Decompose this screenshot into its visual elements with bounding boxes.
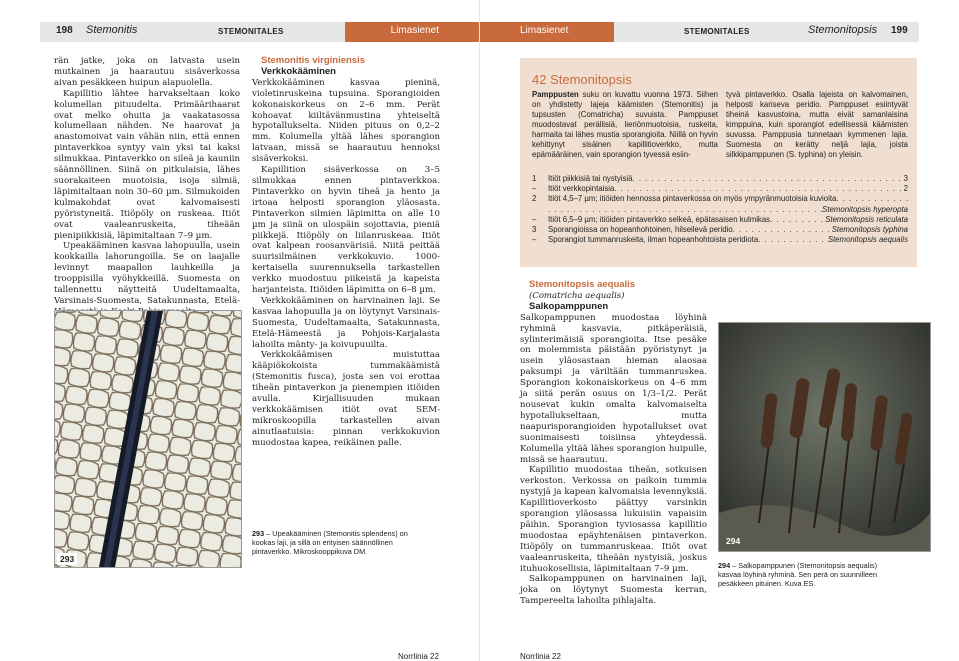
key-text: Itiöt verkkopintaisia (548, 184, 615, 194)
figure-293-micrograph (54, 310, 242, 568)
paragraph: Upeakääminen kasvaa lahopuulla, usein kookkailla lahorungoilla. Se on laajalle levinnyt maapallon lauhkeilla ja trooppisilla vyöhykkeillä. Suomesta on tallennettu näytteitä Uudeltamaalta, Varsinais-Suomesta, Satakunnasta, Etelä- (54, 241, 240, 306)
species-common-name: Salkopamppunen (529, 300, 609, 312)
key-dots (633, 174, 904, 184)
sporangia-photo (719, 323, 930, 551)
paragraph: rän jatke, joka on latvasta usein mutkainen ja haarautuu sisäverkossa aivan pesäkkeen huipun alapuolella. (54, 56, 240, 88)
key-row (532, 174, 908, 184)
right-column-1 (520, 280, 707, 607)
key-dots (836, 194, 908, 204)
paragraph: Verkkokäämisen muistuttaa kääpiökokoista tummakäämistä (Stemonitis fusca), josta sen voi erottaa tiheän pintaverkon ja pienempien itiöiden avulla. Kirjallisuuden mukaan verkkokäämisen itiöt ovat SEM-mikroskoopilla tarkastellen aivan ainutlaatuisia: pinnan verkkokuvion muodostaa kapea, reikäinen palle. (252, 350, 440, 448)
paragraph: Salkopamppunen on harvinainen laji, joka on löytynyt Suomesta kerran, Tampereelta lahoilta pihlajalta. (520, 574, 707, 607)
caption-number: 294 (718, 561, 731, 570)
caption-text: – Salkopamppunen (Stemonitopsis aequalis) kasvaa löyhinä ryhminä. Sen perä on suunnilleen pesäkkeen pituinen. Kuva ES. (718, 561, 878, 588)
left-chapter-label: Limasienet (390, 25, 439, 36)
key-number (532, 205, 548, 215)
key-number: 1 (532, 174, 537, 183)
paragraph: Verkkokääminen kasvaa pieninä, violetinruskeina tupsuina. Sporangioiden kokonaiskorkeus on 2–6 mm. Perät kohoavat kiiltävänmustina yhteiseltä hypotallukselta. Niiden pituus on 0,2–2 mm. Kolumella yltää lähes sporangion latvaan, missä se haarautuu hennoksi sisäverkoksi. (252, 77, 440, 165)
right-page (480, 0, 959, 661)
key-dots (733, 225, 832, 235)
figure-294-caption (718, 562, 888, 588)
figure-number: 294 (726, 536, 741, 546)
left-page-number: 198 (56, 25, 73, 36)
key-number: – (532, 184, 537, 194)
genus-intro-bold: Pamppusten (532, 90, 579, 99)
key-row (532, 205, 908, 215)
left-page (0, 0, 479, 661)
left-column-2 (252, 56, 440, 449)
left-running-title: Stemonitis (86, 24, 138, 36)
key-number: 3 (532, 225, 537, 235)
key-text: Sporangioissa on hopeanhohtoinen, hilseilevä peridio (548, 225, 733, 235)
paragraph: Verkkokääminen on harvinainen laji. Se kasvaa lahopuulla ja on löytynyt Varsinais-Suomesta, Uudeltamaalta, Satakunnasta, Etelä-Hämeestä ja Pohjois-Karjalasta lahoilta mänty- ja koivupuuilta. (252, 295, 440, 350)
key-result: Stemonitopsis reticulata (825, 214, 908, 224)
right-running-title: Stemonitopsis (808, 24, 878, 36)
key-dots (758, 235, 828, 245)
genus-intro-text: suku on kuvattu vuonna 1973. Siihen on yhdistetty lajeja käämisten (Stemonitis) ja tupsusten (Comatricha) suvuista. Pamppuset muodostavat perällisiä, lieriönmuotoisia, ruskeita, harmaita tai lähes mustia sporangioita. Niillä on hyvin kehittynyt sisäinen kapillitioverkko, mutta epämääräinen, vain sporangion tyvessä esiin- (532, 90, 718, 159)
species-heading: Stemonitopsis aequalis (529, 279, 636, 290)
paragraph: Kapillitio muodostaa tiheän, sotkuisen verkoston. Verkossa on paikoin tummia nystyjä ja kapean kalvomaisia levennyksiä. Kapillitioverkosto päättyy varsinkin sporangion yläosassa lukuisiin vapaisiin päihin. Sporangion tyviosassa kapillitio muodostaa epäyhtenäisen pintaverkon. Itiöpöly on tummanruskeaa. Itiöt ovat vaaleanruskeita, tiheään nystyisiä, joskus ituhuokosellisia, läpimitaltaan 7–9 µm. (520, 465, 707, 574)
key-number: 2 (532, 194, 537, 204)
key-row (532, 235, 908, 245)
genus-intro-right: tyvä pintaverkko. Osalla lajeista on kalvomainen, helposti kariseva peridio. Pamppuset esiintyvät tiheinä kasvustoina, mutta eivät samanlaisina kimppuina, kuin sporangiot edellisessä käämisten suvussa. Pamppusia tunnetaan kymmenen lajia. Suomesta on kerätty neljä lajia, joista silkkipamppunen (S. typhina) on yleisin. (726, 90, 908, 159)
paragraph: Kapillitio lähtee harvakseltaan koko kolumellan pituudelta. Primäärihaarat ovat melko ohuita ja vaakatasossa kolumellaan nähden. Ne haarovat ja anastomoivat vain vähän niin, että ennen pintaverkkoa syntyy vain yksi tai kaksi silmukkaa. Pintaverkko on sileä ja kauniin säännöllinen. Siinä on pitkulaisia, lähes suorakaiteen muotoisia, isoja silmiä, läpimitaltaan noin 30–60 µm. Silmukoiden kulmakohdat ovat kalvomaisesti pyöristyneitä. Itiöpöly on ruskeaa. Itiöt ovat vaaleanruskeita, tiheään pienipiikkisiä, läpimitaltaan 7–9 µm. (54, 88, 240, 241)
species-common-name: Verkkokääminen (261, 65, 336, 77)
left-column-1 (54, 56, 240, 318)
key-text: Itiöt 4,5–7 µm; itiöiden hennossa pintaverkossa on myös ympyränmuotoisia kuvioita (548, 194, 837, 204)
genus-info-box (520, 58, 917, 267)
figure-294-photo (718, 322, 931, 552)
figure-293-caption (252, 530, 412, 556)
key-result: Stemonitopsis typhina (831, 225, 908, 235)
right-chapter-label: Limasienet (520, 25, 569, 36)
figure-number: 293 (57, 553, 77, 565)
left-footer: Norrlinia 22 (398, 652, 439, 661)
genus-intro-left (532, 90, 718, 160)
key-number: – (532, 235, 537, 245)
key-result: Stemonitopsis hyperopta (822, 204, 908, 214)
paragraph: Salkopamppunen muodostaa löyhinä ryhminä kasvavia, pitkäperäisiä, sylinterimäisiä sporangioita. Itse pesäke on molemmista päistään pyöristynyt ja usein yläosastaan hieman alaosaa paksumpi ja väriltään tummanruskea. Sporangion kokonaiskorkeus on 4–6 mm ja siitä perän osuus on 1/3–1/2. Perät nousevat kukin omalta kalvomaiselta hypotallukseltaan, mutta naapurisporangioiden hypotallukset ovat suonimaisesti toisiinsa yhteydessä. Kolumella yltää lähes sporangion huipulle, missä se haarautuu. (520, 312, 707, 465)
key-dots (770, 215, 825, 225)
key-text: Sporangiot tummanruskeita, ilman hopeanhohtoista peridiota (548, 235, 759, 245)
paragraph: Kapillition sisäverkossa on 3–5 silmukkaa ennen pintaverkkoa. Pintaverkko on hyvin tiheä ja hento ja irtoaa helposti sporangion yläosasta. Pintaverkon silmien läpimitta on alle 10 µm ja siinä on ulospäin sojottavia, pieniä piikkejä. Itiöpöly on liilanruskeaa. Itiöt ovat kalpean roosanvärisiä. Niitä peittää suurisilmäinen verkkokuvio. 1000-kertaisella suurennuksella tarkastellen verkko muodostuu piikeistä ja kapeista harjanteista. Itiöiden läpimitta on 6–8 µm. (252, 165, 440, 296)
species-heading: Stemonitis virginiensis (261, 55, 365, 66)
species-synonym: (Comatricha aequalis) (529, 290, 625, 301)
left-section-label: STEMONITALES (218, 27, 284, 36)
key-dots (614, 184, 903, 194)
left-chapter-tab (345, 22, 479, 42)
identification-key (532, 174, 908, 245)
key-result: 3 (903, 174, 908, 183)
right-page-number: 199 (891, 25, 908, 36)
key-row (532, 225, 908, 235)
genus-title: 42 Stemonitopsis (532, 72, 632, 87)
key-number: – (532, 214, 537, 224)
right-chapter-tab (480, 22, 614, 42)
key-dots (548, 205, 822, 215)
key-text: Itiöt 6,5–9 µm; itiöiden pintaverkko selkeä, epätasaisen kulmikas (548, 214, 771, 224)
micrograph-image (55, 311, 241, 567)
left-running-header (40, 22, 345, 42)
key-result: Stemonitopsis aequalis (827, 235, 908, 245)
key-row (532, 184, 908, 194)
caption-number: 293 (252, 529, 265, 538)
key-row (532, 215, 908, 225)
right-footer: Norrlinia 22 (520, 652, 561, 661)
key-row (532, 194, 908, 204)
key-text: Itiöt piikkisiä tai nystyisiä (548, 174, 633, 183)
right-section-label: STEMONITALES (684, 27, 750, 36)
right-running-header (614, 22, 919, 42)
key-result: 2 (903, 184, 908, 194)
caption-text: – Upeakääminen (Stemonitis splendens) on kookas laji, ja sillä on erityisen säännöllinen pintaverkko. Mikroskooppikuva DM. (252, 529, 408, 556)
